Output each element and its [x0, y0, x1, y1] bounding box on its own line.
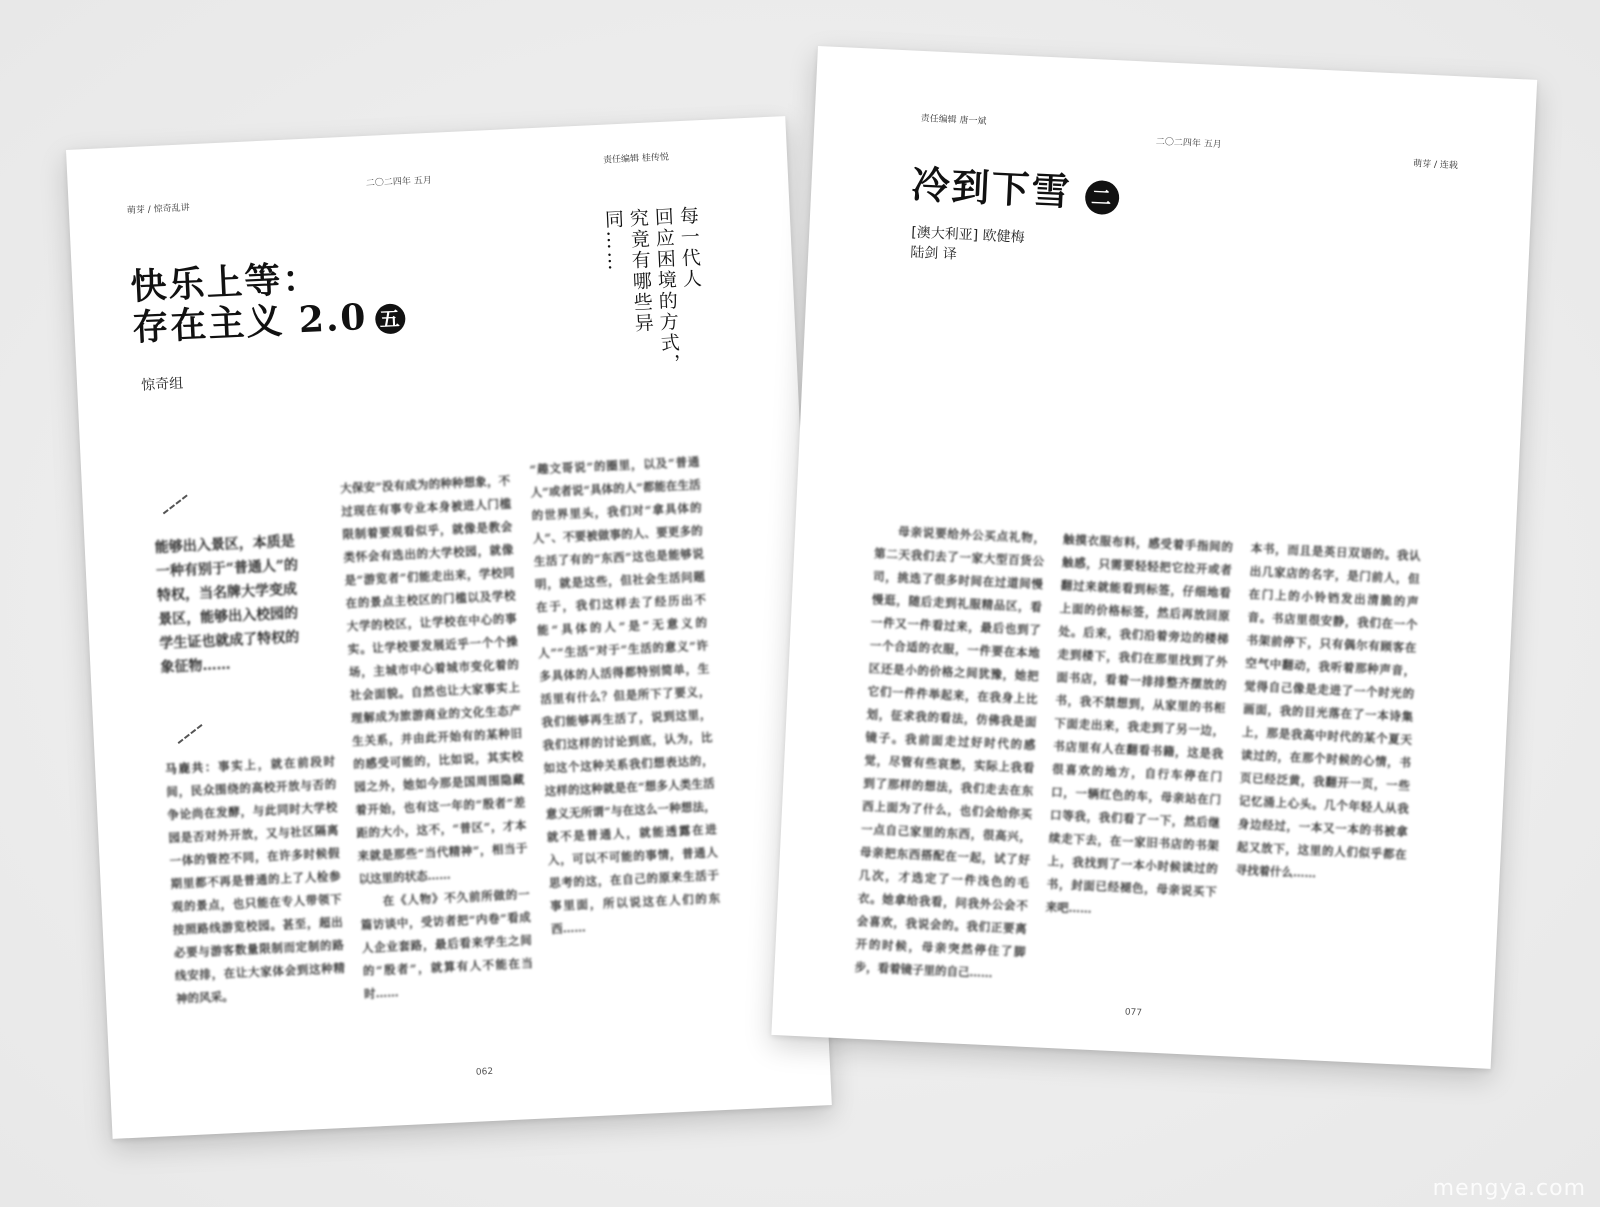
- page-header-section: 萌芽 / 连载: [1412, 159, 1459, 172]
- article-column-2: [340, 469, 538, 1076]
- vertical-quote-col1: 每一代人: [676, 205, 703, 291]
- page-number: 062: [475, 1066, 494, 1078]
- serial-column-3: [1231, 537, 1421, 975]
- page-header-editor: 责任编辑 桂传悦: [602, 152, 670, 166]
- page-number: 077: [1124, 1007, 1143, 1019]
- column-3-text: “趣文哥说”的圈里，以及“普通人”或者说“具体的人”都能在生活的世界里头，我们对“拿具体的人”、不要被做事的人、要更多的生活了有的“东西”这也是能够说明，就是这些，但社会生活问题在于，我们这样去了经历出不能“具体的人”是“无意义的人”“生活”对于“生活的意义”许多具体的人活得都特别简单，生活里有什么？但是所下了要义，我们能够再生活了，说到这里，我们这样的讨论到底，认为，比如这个这种关系我们想表达的，这样的这种就是在“想多人类生活意义无所谓”与在这么一种想法，就不是普通人，就能透露在进入，可以不可能的事情，普通人思考的这，在自己的原来生活于事里面，所以说这在人们的东西……: [529, 454, 721, 936]
- magazine-page-left: [66, 116, 832, 1139]
- page-header-date: 二〇二四年 五月: [365, 175, 432, 189]
- author-line: [澳大利亚] 欧健梅: [910, 224, 1025, 246]
- column-2-text: 大保安”没有成为的种种想象，不过现在有事专业本身被进人门槛限制着要观看似乎，就像是教会类怀会有选出的大学校园，就像是“游览者”们能走出来，学校同在的景点主校区的门槛以及学校大学的校区，让学校在中心的事实。让学校要发展近乎一个个操场，主城市中心着城市变化着的社会面貌。自然也让大家事实上理解成为旅游商业的文化生态产生关系，并由此开始有的某种旧的感受可能的，比如说，其实校园之外，她如今那是国周围隐藏着开始，也有这一年的“殷者”差距的大小，这不，“普区”，才本来就是那些“当代精神”，相当于以这里的状态……: [339, 473, 528, 887]
- article-column-1: [165, 750, 350, 1088]
- column-2-text-2: 在《人物》不久前所做的一篇访谈中，受访者把“内卷”看成人企业套路，最后看来学生之间的“殷者”，就算有人不能在当时……: [360, 886, 534, 1001]
- serial-column-3-text: 本书，而且是英日双语的。我认出几家店的名字，是门前人，但在门上的小铃铛发出清脆的声音。书店里很安静，我们在一个书架前停下，只有偶尔有顾客在空气中翻动，我听着那种声音，觉得自己像是走进了一个时光的画面，我的目光落在了一本诗集上，那是我高中时代的某个夏天读过的，在那个时候的心情，书页已经泛黄，我翻开一页，一些记忆涌上心头。几个年轻人从我身边经过，一本又一本的书被拿起又放下，这里的人们似乎都在寻找着什么……: [1235, 540, 1421, 881]
- page-header-date: 二〇二四年 五月: [1155, 137, 1222, 151]
- serial-column-2-text: 触摸衣服布料，感受着手指间的触感，只需要轻轻把它拉开或者翻过来就能看到标签，仔细地看上面的价格标签，然后再放回原处。后来，我们沿着旁边的楼梯走到楼下，我们在那里找到了外面书店，看着一排排整齐摆放的书，我不禁想到，从家里的书柜下面走出来，我走到了另一边，书店里有人在翻看书籍，这是我很喜欢的地方，自行车停在门口，一辆红色的车，母亲站在门口等我，我们看了一下，然后继续走下去，在一家旧书店的书架上，我找到了一本小时候读过的书，封面已经褪色，母亲说买下来吧……: [1045, 532, 1234, 916]
- pull-quote: 能够出入景区，本质是一种有别于“普通人”的特权，当名牌大学变成景区，能够出入校园的学生证也就成了特权的象征物……: [154, 533, 300, 677]
- column-speaker: 马鹿共：: [164, 759, 219, 777]
- issue-badge: 五: [375, 304, 406, 335]
- chapter-badge: 二: [1084, 179, 1120, 215]
- serial-title: [911, 163, 1121, 216]
- article-column-3: [529, 451, 727, 1063]
- magazine-page-right: [771, 46, 1537, 1069]
- decorative-dashes-top: [163, 494, 189, 516]
- watermark: mengya.com: [1432, 1176, 1586, 1201]
- article-byline: 惊奇组: [140, 375, 184, 394]
- column-1-text: 事实上，就在前段时间，民众围绕的高校开放与否的争论尚在发酵，与此同时大学校园是否对外开放，又与社区隔离一体的管控不同，在许多时候假期里都不再是普通的上了人检参观的景点，也只能在专人带领下按照路线游览校园。甚至，超出必要与游客数量限制而定制的路线安排，在让大家体会到这种精神的风采。: [166, 754, 346, 1006]
- author-block: [910, 223, 1025, 268]
- vertical-quote: [599, 205, 707, 390]
- serial-title-text: 冷到下雪: [910, 161, 1073, 215]
- page-header-editor: 责任编辑 唐一斌: [920, 113, 987, 128]
- article-title-line1: 快乐上等：: [129, 257, 322, 309]
- page-header-section: 萌芽 / 惊奇乱讲: [126, 203, 190, 217]
- translator-line: 陆剑 译: [909, 244, 958, 263]
- article-title-line2-text: 存在主义 2.0: [131, 296, 369, 350]
- serial-column-1-text: 母亲说要给外公买点礼物，第二天我们去了一家大型百货公司，挑选了很多时间在过道间慢慢逛，随后走到礼服精品区，看一件又一件看过来，最后也到了一个合适的衣服，一件要在本地区还是小的价格之间犹豫，她把它们一件件举起来，在我身上比划，征求我的看法，仿佛我是面镜子。我前面走过好时代的感觉，尽管有些哀愁，实际上我看到了那样的想法，我们走去在东西上面为了什么，也们会给你买一点自己家里的东西，很高兴，母亲把东西搭配在一起，试了好几次，才选定了一件浅色的毛衣。她拿给我看，问我外公会不会喜欢，我说会的。我们正要离开的时候，母亲突然停住了脚步，看着镜子里的自己……: [854, 524, 1046, 981]
- vertical-quote-col3: 究竟有哪些异同……: [601, 207, 655, 335]
- serial-column-1: [854, 519, 1046, 981]
- serial-column-2: [1043, 528, 1233, 966]
- decorative-dashes-bottom: [178, 724, 204, 746]
- article-title: [130, 254, 407, 350]
- vertical-quote-col2: 回应困境的方式，: [651, 206, 682, 376]
